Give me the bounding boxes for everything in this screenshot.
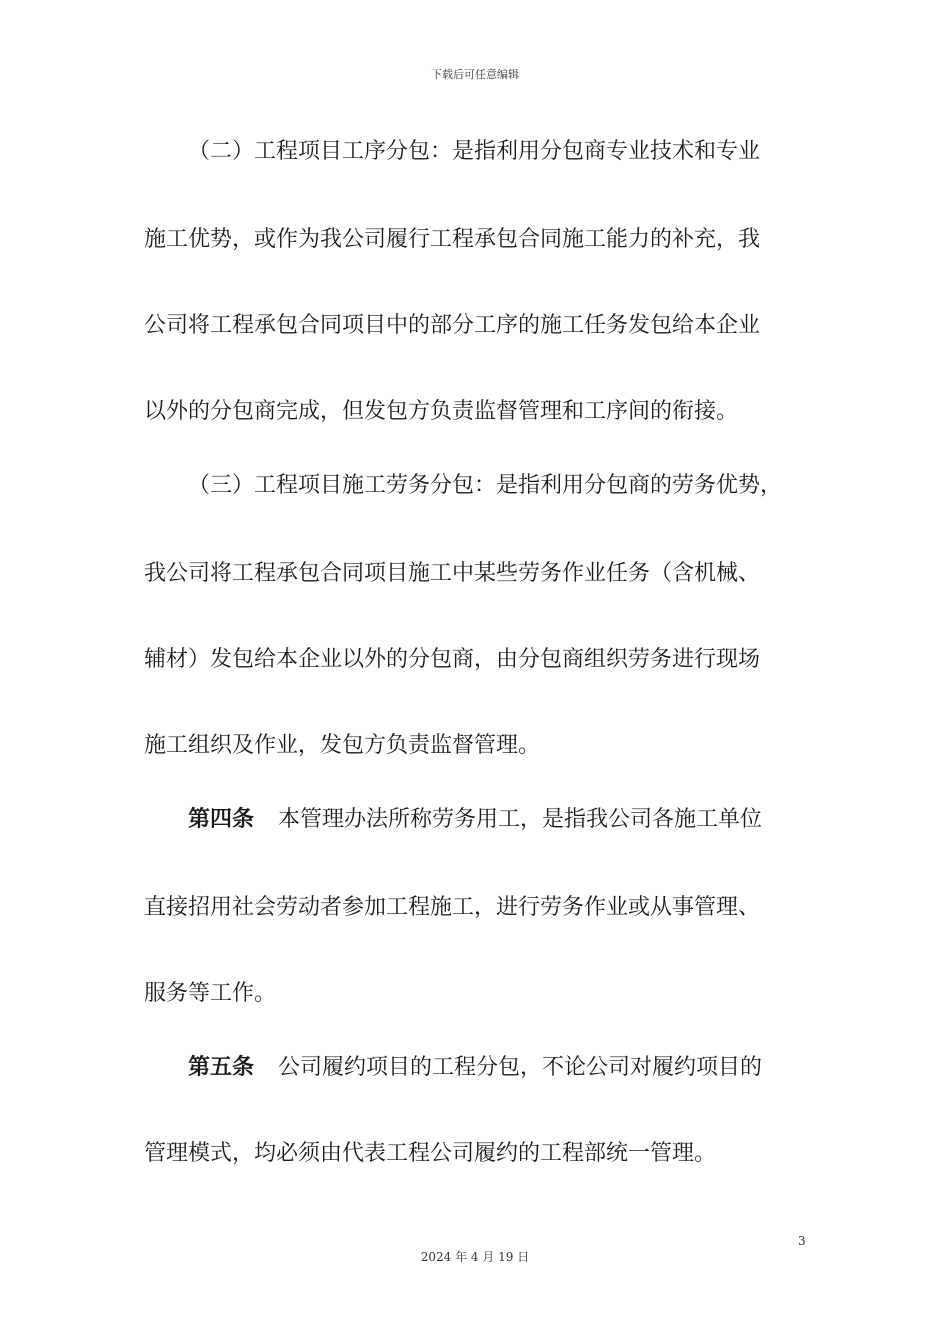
paragraph-line: （二）工程项目工序分包：是指利用分包商专业技术和专业 [188,139,761,164]
paragraph-line: 以外的分包商完成，但发包方负责监督管理和工序间的衔接。 [144,399,739,424]
document-body [144,0,804,1344]
article-label: 第四条 [188,807,255,832]
page-number: 3 [798,1234,806,1248]
paragraph-line: 施工优势，或作为我公司履行工程承包合同施工能力的补充，我 [144,227,761,252]
paragraph-line: 我公司将工程承包合同项目施工中某些劳务作业任务（含机械、 [144,561,761,586]
article-text: 本管理办法所称劳务用工，是指我公司各施工单位 [278,807,763,832]
page-header: 下载后可任意编辑 [431,68,519,81]
paragraph-line: 直接招用社会劳动者参加工程施工，进行劳务作业或从事管理、 [144,895,761,920]
paragraph-line: （三）工程项目施工劳务分包：是指利用分包商的劳务优势， [188,473,783,498]
paragraph-line: 管理模式，均必须由代表工程公司履约的工程部统一管理。 [144,1141,717,1166]
article-text: 公司履约项目的工程分包，不论公司对履约项目的 [278,1055,763,1080]
article-four-line [188,806,762,834]
article-label: 第五条 [188,1055,255,1080]
paragraph-line: 服务等工作。 [144,981,277,1006]
article-five-line [188,1054,762,1082]
paragraph-line: 公司将工程承包合同项目中的部分工序的施工任务发包给本企业 [144,313,761,338]
paragraph-line: 辅材）发包给本企业以外的分包商，由分包商组织劳务进行现场 [144,647,761,672]
page-date: 2024 年 4 月 19 日 [420,1250,530,1264]
paragraph-line: 施工组织及作业，发包方负责监督管理。 [144,733,541,758]
